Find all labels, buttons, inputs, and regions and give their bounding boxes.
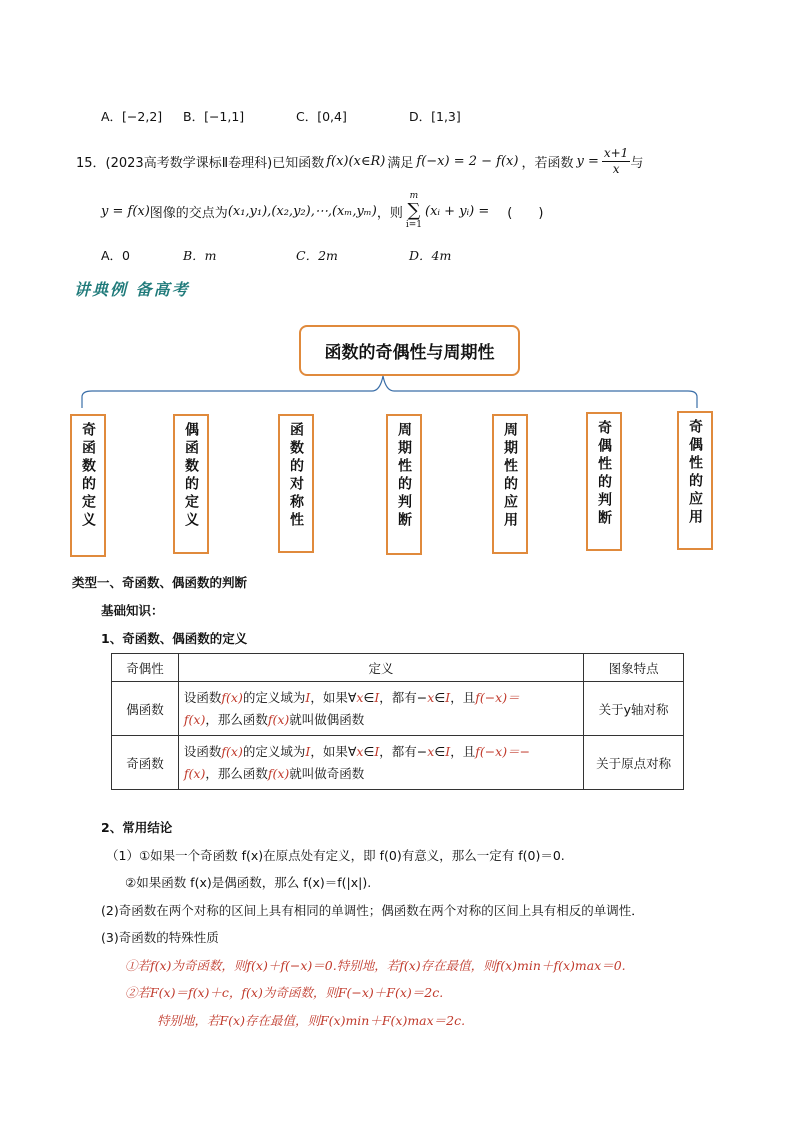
parity-definition-table bbox=[111, 653, 684, 790]
mindmap-node-label: 奇函数的定义 bbox=[80, 422, 96, 530]
mindmap-node-6 bbox=[586, 412, 622, 551]
q15-condition: f(−x) = 2 − f(x) bbox=[416, 153, 519, 169]
row-name: 偶函数 bbox=[112, 682, 179, 736]
def-cond: f(−x)＝− bbox=[475, 743, 531, 759]
row-definition bbox=[178, 682, 583, 736]
q15-text: ，若函数 bbox=[521, 155, 574, 171]
row-definition bbox=[178, 736, 583, 790]
def-var: x bbox=[427, 689, 435, 705]
def-var: I bbox=[445, 689, 451, 705]
table-header: 定义 bbox=[178, 654, 583, 682]
row-feature: 关于y轴对称 bbox=[584, 682, 684, 736]
conclusion-1: （1）①如果一个奇函数 f(x)在原点处有定义，即 f(0)有意义，那么一定有 f(0)＝0. bbox=[106, 848, 565, 863]
conclusion-3a: ①若f(x)为奇函数，则f(x)＋f(−x)＝0.特别地，若f(x)存在最值，则f(x)min＋f(x)max＝0. bbox=[125, 958, 626, 973]
def-var: I bbox=[305, 743, 311, 759]
def-text: ，且 bbox=[450, 689, 476, 705]
q15-text: 与 bbox=[630, 155, 644, 171]
def-text: ，都有− bbox=[379, 743, 428, 759]
def-text: 的定义域为 bbox=[242, 743, 306, 759]
section-banner: 讲典例 备高考 bbox=[74, 280, 190, 299]
def-var: I bbox=[305, 689, 311, 705]
def-var: x bbox=[356, 743, 364, 759]
q15-source: (2023高考数学课标Ⅱ卷理科) bbox=[105, 155, 273, 171]
basic-knowledge-label: 基础知识： bbox=[101, 603, 164, 618]
mindmap-node-7 bbox=[677, 411, 713, 550]
table-row bbox=[112, 736, 684, 790]
def-var: x bbox=[427, 743, 435, 759]
def-text: 设函数 bbox=[183, 743, 222, 759]
q15-text: 已知函数 bbox=[272, 155, 325, 171]
table-row bbox=[112, 682, 684, 736]
q15-text: ，则 bbox=[376, 205, 403, 221]
q14-option-d: D．[1,3] bbox=[409, 109, 461, 124]
def-text: ∈ bbox=[363, 689, 375, 705]
q14-option-c: C．[0,4] bbox=[296, 109, 347, 124]
def-text: ，那么函数 bbox=[205, 711, 268, 727]
def-fx: f(x) bbox=[221, 743, 243, 759]
q14-option-a: A．[−2,2] bbox=[101, 109, 163, 124]
conclusion-3: (3)奇函数的特殊性质 bbox=[101, 930, 219, 945]
q15-sum-expr: (xᵢ + yᵢ) = bbox=[425, 203, 490, 219]
q15-option-a: A．0 bbox=[101, 248, 131, 263]
q15-y-fx: y = f(x) bbox=[101, 203, 150, 219]
def-text: ∈ bbox=[363, 743, 375, 759]
q14-option-b: B．[−1,1] bbox=[183, 109, 245, 124]
q15-text: 图像的交点为 bbox=[149, 205, 228, 221]
def-text: 设函数 bbox=[183, 689, 222, 705]
mindmap-root: 函数的奇偶性与周期性 bbox=[299, 325, 520, 376]
q15-blank: ( ) bbox=[507, 205, 544, 221]
q15-option-d: D．4m bbox=[409, 248, 452, 263]
def-text: ，都有− bbox=[379, 689, 428, 705]
fraction-numerator: x+1 bbox=[603, 145, 629, 160]
def-fx: f(x) bbox=[183, 765, 206, 781]
fraction-denominator: x bbox=[612, 161, 620, 176]
mindmap-node-label: 函数的对称性 bbox=[288, 422, 304, 530]
q15-option-b: B．m bbox=[183, 248, 217, 263]
def-var: I bbox=[374, 689, 380, 705]
conclusion-3b: ②若F(x)＝f(x)＋c，f(x)为奇函数，则F(−x)＋F(x)＝2c. bbox=[125, 985, 444, 1000]
mindmap-node-label: 周期性的判断 bbox=[396, 422, 412, 530]
conclusion-2: (2)奇函数在两个对称的区间上具有相同的单调性；偶函数在两个对称的区间上具有相反的单调性． bbox=[101, 903, 644, 918]
def-fx: f(x) bbox=[221, 689, 243, 705]
def-text: ，且 bbox=[450, 743, 476, 759]
def-text: ∈ bbox=[434, 743, 446, 759]
table-header: 图象特点 bbox=[584, 654, 684, 682]
def-text: ∈ bbox=[434, 689, 446, 705]
def-var: I bbox=[374, 743, 380, 759]
sum-upper: m bbox=[409, 191, 419, 201]
q15-option-c: C．2m bbox=[296, 248, 338, 263]
mindmap-node-label: 奇偶性的判断 bbox=[596, 420, 612, 528]
def-var: I bbox=[445, 743, 451, 759]
def-text: 就叫做奇函数 bbox=[289, 765, 365, 781]
definition-title: 1、奇函数、偶函数的定义 bbox=[101, 631, 248, 646]
mindmap-node-3 bbox=[278, 414, 314, 553]
def-text: ，那么函数 bbox=[205, 765, 268, 781]
q15-points: (x₁,y₁),(x₂,y₂),⋯,(xₘ,yₘ) bbox=[227, 203, 377, 219]
q15-number: 15． bbox=[76, 155, 106, 171]
row-feature: 关于原点对称 bbox=[584, 736, 684, 790]
q15-text: 满足 bbox=[387, 155, 414, 171]
mindmap-node-label: 周期性的应用 bbox=[502, 422, 518, 530]
def-fx: f(x) bbox=[267, 711, 290, 727]
conclusions-title: 2、常用结论 bbox=[101, 820, 173, 835]
def-text: ，如果∀ bbox=[310, 743, 357, 759]
mindmap-node-5 bbox=[492, 414, 528, 554]
mindmap-node-label: 奇偶性的应用 bbox=[687, 419, 703, 527]
def-fx: f(x) bbox=[267, 765, 290, 781]
q15-fx: f(x)(x∈R) bbox=[326, 153, 386, 169]
def-text: ，如果∀ bbox=[310, 689, 357, 705]
row-name: 奇函数 bbox=[112, 736, 179, 790]
conclusion-1b: ②如果函数 f(x)是偶函数，那么 f(x)＝f(|x|). bbox=[125, 875, 372, 890]
conclusion-3c: 特别地，若F(x)存在最值，则F(x)min＋F(x)max＝2c. bbox=[157, 1013, 466, 1028]
mindmap-brace bbox=[0, 0, 794, 420]
q15-y-eq: y = bbox=[576, 153, 599, 169]
sum-lower: i=1 bbox=[405, 220, 423, 230]
def-fx: f(x) bbox=[183, 711, 206, 727]
def-var: x bbox=[356, 689, 364, 705]
def-cond: f(−x)＝ bbox=[475, 689, 520, 705]
table-header-row bbox=[112, 654, 684, 682]
mindmap-node-4 bbox=[386, 414, 422, 555]
table-header: 奇偶性 bbox=[112, 654, 179, 682]
def-text: 的定义域为 bbox=[242, 689, 306, 705]
type1-title: 类型一、奇函数、偶函数的判断 bbox=[72, 575, 248, 590]
def-text: 就叫做偶函数 bbox=[289, 711, 365, 727]
mindmap-node-label: 偶函数的定义 bbox=[183, 422, 199, 530]
mindmap-node-2 bbox=[173, 414, 209, 554]
mindmap-node-1 bbox=[70, 414, 106, 557]
sum-sigma: ∑ bbox=[407, 200, 421, 221]
